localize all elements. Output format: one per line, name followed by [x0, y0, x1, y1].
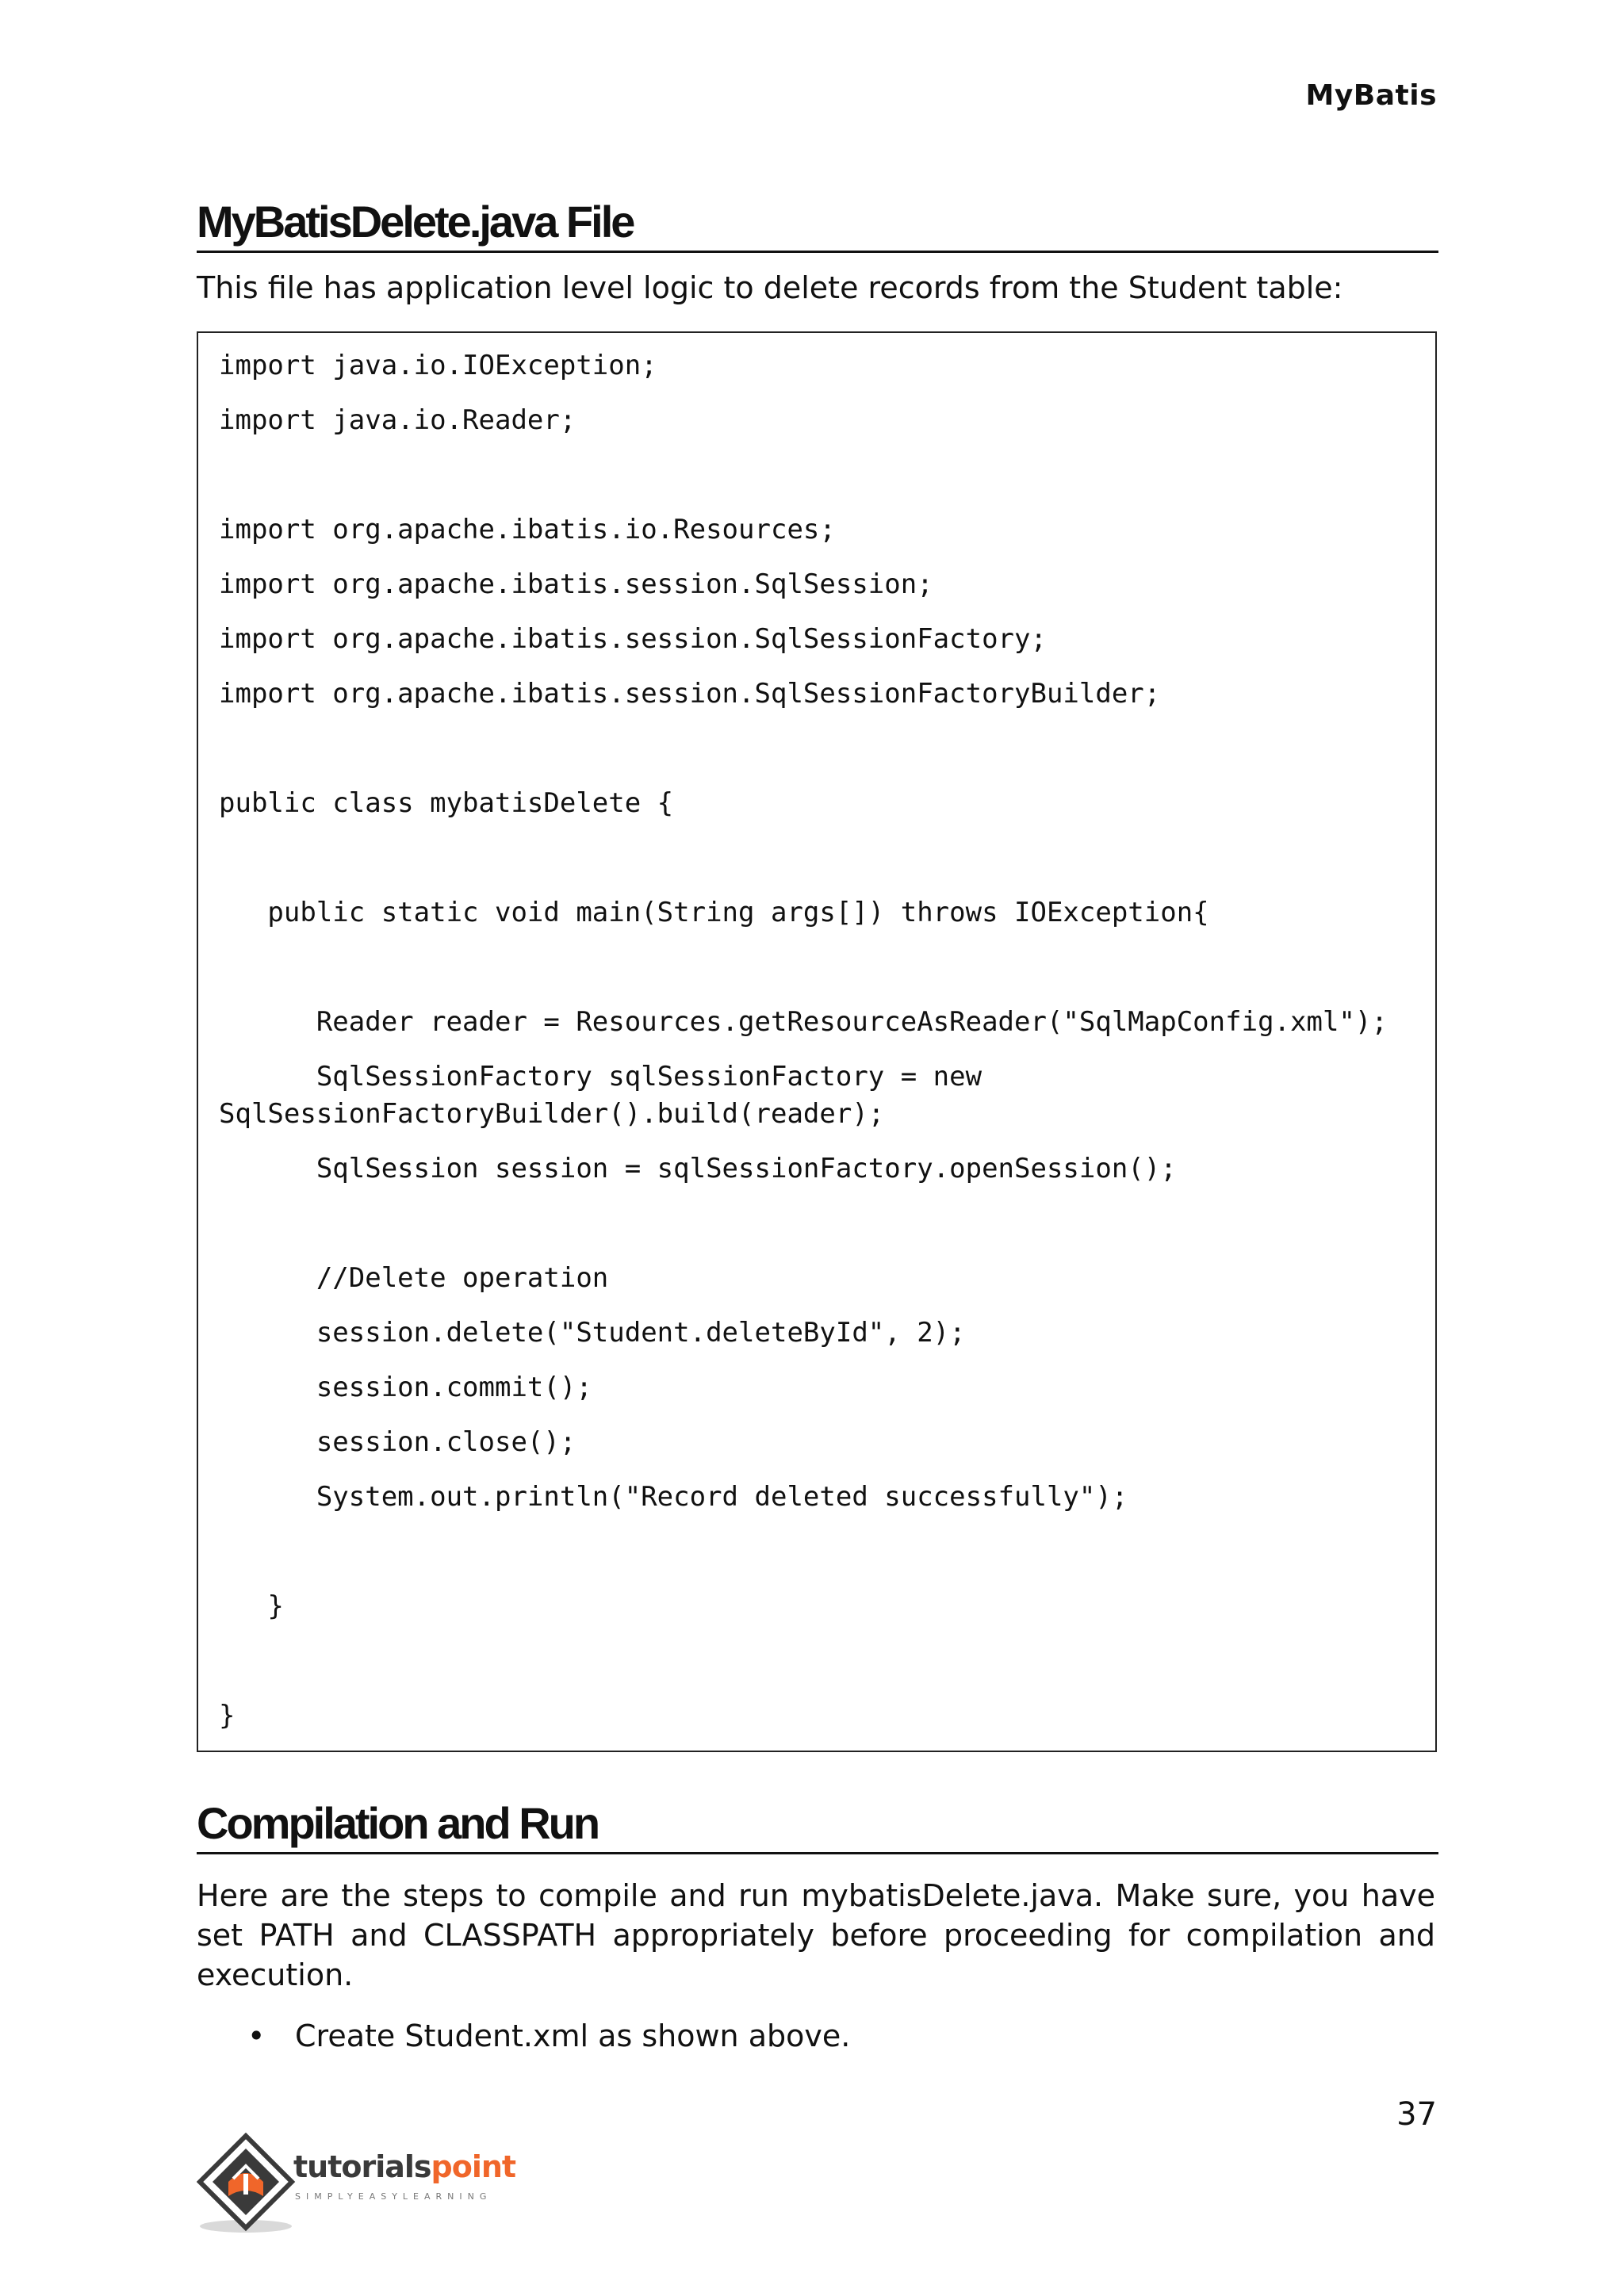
logo-word-tutorials: tutorials: [293, 2149, 431, 2184]
code-line: import org.apache.ibatis.session.SqlSessionFactoryBuilder;: [219, 678, 1161, 710]
running-header: MyBatis: [1305, 79, 1437, 112]
tutorialspoint-logo: [197, 2133, 546, 2236]
list-item: [197, 2015, 1435, 2057]
code-line: //Delete operation: [219, 1262, 609, 1294]
code-line: SqlSessionFactory sqlSessionFactory = new: [219, 1061, 982, 1093]
code-block: [197, 331, 1437, 1752]
code-line: import java.io.IOException;: [219, 350, 657, 381]
code-line: Reader reader = Resources.getResourceAsReader("SqlMapConfig.xml");: [219, 1006, 1388, 1038]
bullet-dot-icon: •: [247, 2019, 266, 2053]
code-line: session.close();: [219, 1426, 576, 1458]
page-number: 37: [1396, 2096, 1437, 2133]
code-line: }: [219, 1700, 236, 1732]
list-item-text: Create Student.xml as shown above.: [295, 2019, 851, 2053]
code-line: import org.apache.ibatis.session.SqlSessionFactory;: [219, 623, 1047, 655]
code-line: SqlSession session = sqlSessionFactory.openSession();: [219, 1153, 1177, 1184]
tutorialspoint-logo-icon: [197, 2133, 300, 2236]
code-line: session.commit();: [219, 1372, 592, 1403]
code-line: import org.apache.ibatis.io.Resources;: [219, 514, 836, 545]
logo-tagline: SIMPLYEASYLEARNING: [295, 2191, 492, 2202]
code-line: SqlSessionFactoryBuilder().build(reader);: [219, 1098, 885, 1130]
code-line: }: [219, 1590, 284, 1622]
section-intro-compilation: Here are the steps to compile and run mybatisDelete.java. Make sure, you have set PATH and CLASSPATH appropriately before proceeding for compilation and execution.: [197, 1878, 1435, 1992]
section-heading-delete-file: MyBatisDelete.java File: [197, 200, 1438, 253]
logo-word-point: point: [431, 2149, 516, 2184]
code-line: System.out.println("Record deleted successfully");: [219, 1481, 1128, 1513]
section-intro-delete-file: This file has application level logic to delete records from the Student table:: [197, 270, 1343, 305]
code-line: import java.io.Reader;: [219, 404, 576, 436]
code-line: session.delete("Student.deleteById", 2);: [219, 1317, 966, 1349]
code-line: public class mybatisDelete {: [219, 787, 674, 819]
code-line: public static void main(String args[]) throws IOException{: [219, 897, 1209, 928]
logo-wordmark: [293, 2149, 516, 2184]
section-heading-compilation: Compilation and Run: [197, 1801, 1438, 1854]
code-line: import org.apache.ibatis.session.SqlSession;: [219, 568, 933, 600]
